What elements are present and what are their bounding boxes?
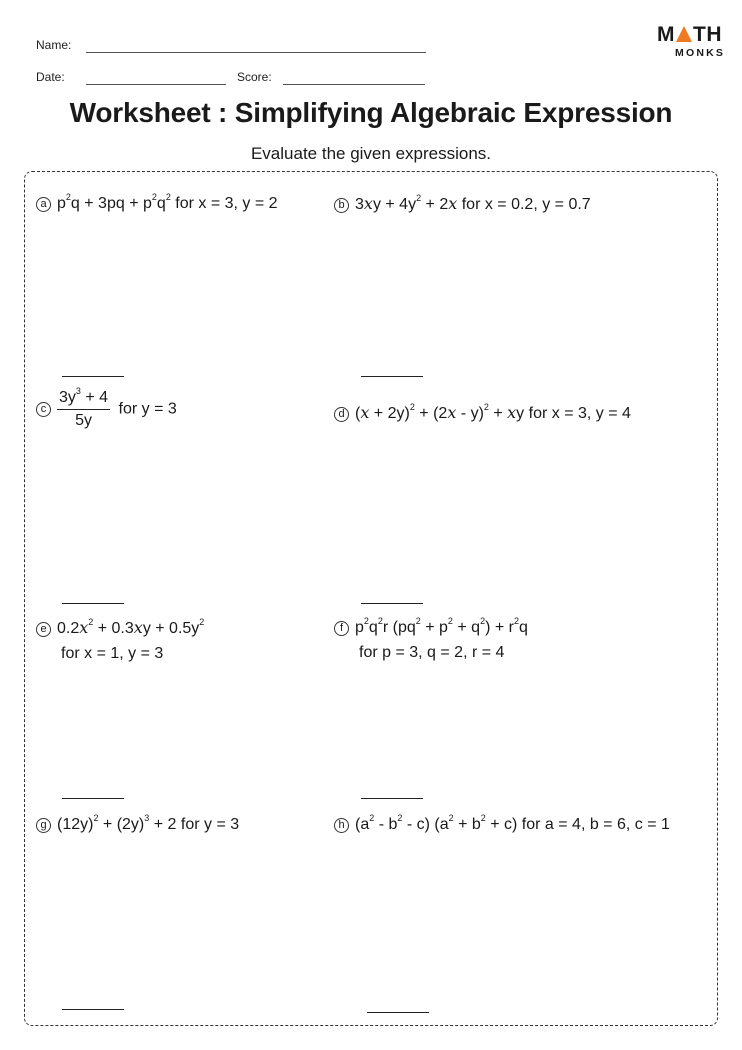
- logo-text-m: M: [657, 23, 675, 46]
- fraction-expression: $\frac{3y^3 + 4}{5y}$: [59, 386, 109, 429]
- given-values: for y = 3: [118, 400, 177, 418]
- given-values: for x = 3, y = 4: [528, 405, 631, 422]
- answer-line-d[interactable]: [361, 603, 423, 604]
- page-title: Worksheet : Simplifying Algebraic Expression: [69, 97, 673, 128]
- score-label: Score:: [237, 70, 272, 84]
- problem-b: [334, 192, 591, 218]
- name-label: Name:: [36, 38, 72, 52]
- given-values: for y = 3: [180, 816, 240, 833]
- triangle-icon: [676, 26, 692, 42]
- given-values: for x = 3, y = 2: [175, 195, 278, 212]
- problem-a: [36, 192, 278, 217]
- answer-line-c[interactable]: [62, 603, 124, 604]
- problem-letter: h: [334, 818, 349, 833]
- expression: $(12y)^2 + (2y)^3 + 2$: [57, 813, 177, 833]
- given-values: for x = 1, y = 3: [61, 644, 164, 662]
- math-monks-logo: [657, 24, 727, 59]
- problem-e: [36, 616, 204, 667]
- problem-letter: d: [334, 407, 349, 422]
- problem-g: [36, 813, 239, 838]
- page-subtitle: Evaluate the given expressions.: [250, 144, 492, 163]
- problem-d: [334, 401, 631, 427]
- worksheet-frame: [24, 171, 718, 1026]
- problem-letter: e: [36, 622, 51, 637]
- problem-letter: g: [36, 818, 51, 833]
- name-field[interactable]: [86, 52, 426, 53]
- answer-line-f[interactable]: [361, 798, 423, 799]
- expression: $0.2x^2 + 0.3xy + 0.5y^2$: [57, 617, 205, 637]
- problem-letter: b: [334, 198, 349, 213]
- problem-c: [36, 387, 177, 431]
- answer-line-g[interactable]: [62, 1009, 124, 1010]
- answer-line-a[interactable]: [62, 376, 124, 377]
- score-field[interactable]: [283, 84, 425, 85]
- answer-line-b[interactable]: [361, 376, 423, 377]
- answer-line-h[interactable]: [367, 1012, 429, 1013]
- date-field[interactable]: [86, 84, 226, 85]
- expression: $3xy + 4y^2 + 2x$: [355, 193, 458, 213]
- given-values: for a = 4, b = 6, c = 1: [521, 816, 670, 833]
- expression: $(x + 2y)^2 + (2x - y)^2$ + xy: [355, 402, 525, 422]
- problem-f: [334, 616, 528, 666]
- logo-text-monks: MONKS: [675, 47, 726, 59]
- expression: $p^2q^2r$ $(pq^2 + p^2 + q^2) + r^2q$: [355, 616, 528, 636]
- given-values: for x = 0.2, y = 0.7: [461, 196, 591, 213]
- answer-line-e[interactable]: [62, 798, 124, 799]
- logo-text-th: TH: [693, 23, 722, 46]
- given-values: for p = 3, q = 2, r = 4: [359, 643, 505, 661]
- problem-letter: a: [36, 197, 51, 212]
- problem-letter: c: [36, 402, 51, 417]
- expression: $(a^2 - b^2 - c) (a^2 + b^2 + c)$: [355, 813, 518, 833]
- expression: $p^2q + 3pq + p^2q^2$: [57, 192, 171, 212]
- date-label: Date:: [36, 70, 65, 84]
- problem-letter: f: [334, 621, 349, 636]
- problem-h: [334, 813, 670, 838]
